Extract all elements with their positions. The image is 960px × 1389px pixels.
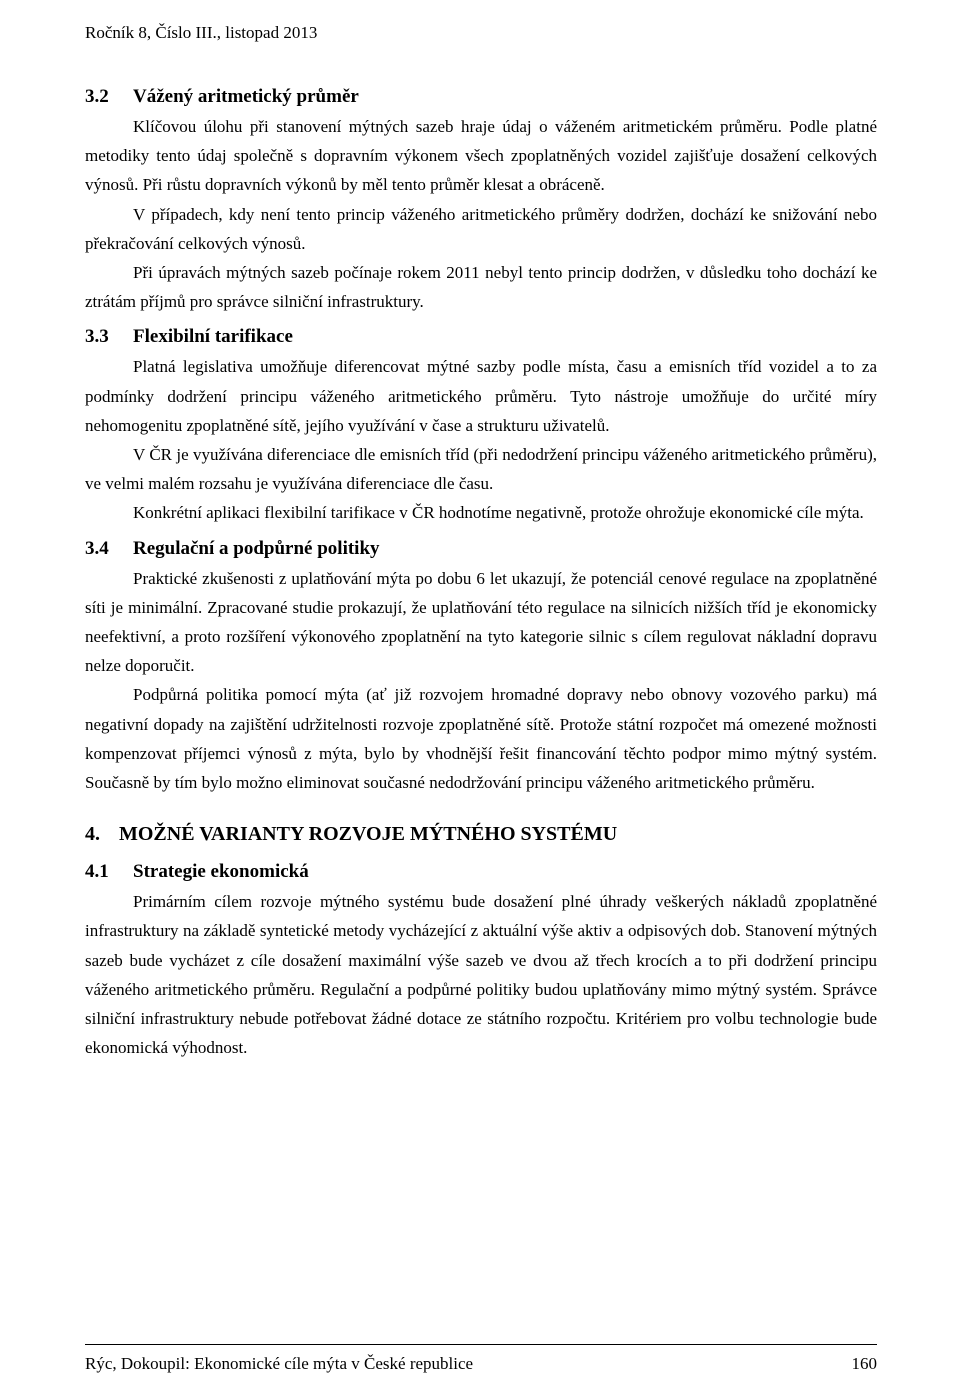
paragraph: V případech, kdy není tento princip váženého aritmetického průměry dodržen, dochází ke snižování nebo překračování celkových výnosů. (85, 204, 877, 253)
section-heading-3-3 (85, 322, 877, 352)
chapter-title: MOŽNÉ VARIANTY ROZVOJE MÝTNÉHO SYSTÉMU (119, 823, 618, 846)
paragraph: Praktické zkušenosti z uplatňování mýta po dobu 6 let ukazují, že potenciál cenové regulace na zpoplatněné síti je minimální. Zpracované studie prokazují, že uplatňování této regulace na silnicích nižších tříd je ekonomicky neefektivní, a proto rozšíření výkonového zpoplatnění na tyto kategorie silnic s cílem regulovat nákladní dopravu nelze doporučit. (85, 568, 877, 676)
section-title: Flexibilní tarifikace (133, 326, 293, 348)
section-number: 3.2 (85, 86, 109, 107)
section-heading-4-1 (85, 857, 877, 887)
footer-citation: Rýc, Dokoupil: Ekonomické cíle mýta v České republice (85, 1354, 474, 1373)
section-title: Vážený aritmetický průměr (133, 86, 359, 107)
page-number: 160 (851, 1354, 877, 1373)
chapter-number: 4. (85, 823, 100, 846)
section-number: 4.1 (85, 861, 109, 883)
paragraph: Platná legislativa umožňuje diferencovat mýtné sazby podle místa, času a emisních tříd vozidel a to za podmínky dodržení principu váženého aritmetického průměru. Tyto nástroje umožňuje do určité míry nehomogenitu zpoplatněné sítě, jejího využívání v čase a strukturu uživatelů. (85, 357, 877, 435)
section-number: 3.3 (85, 326, 109, 348)
document-page (85, 20, 877, 1370)
paragraph: Při úpravách mýtných sazeb počínaje rokem 2011 nebyl tento princip dodržen, v důsledku toho dochází ke ztrátám příjmů pro správce silniční infrastruktury. (85, 263, 877, 312)
section-number: 3.4 (85, 537, 109, 559)
section-heading-3-2 (85, 82, 877, 112)
section-heading-3-4 (85, 534, 877, 564)
running-header: Ročník 8, Číslo III., listopad 2013 (85, 23, 318, 42)
section-title: Regulační a podpůrné politiky (133, 537, 380, 559)
paragraph: Klíčovou úlohu při stanovení mýtných sazeb hraje údaj o váženém aritmetickém průměru. Podle platné metodiky tento údaj společně s dopravním výkonem všech zpoplatněných vozidel zajišťuje dosažení celkových výnosů. Při růstu dopravních výkonů by měl tento průměr klesat a obráceně. (85, 117, 877, 195)
chapter-heading-4 (85, 819, 877, 849)
paragraph: Primárním cílem rozvoje mýtného systému bude dosažení plné úhrady veškerých nákladů zpoplatněné infrastruktury na základě syntetické metody vycházející z aktuální výše aktiv a odpisových dob. Stanovení mýtných sazeb bude vycházet z cíle dosažení maximální výše sazeb ve dvou až třech krocích a to při dodržení principu váženého aritmetického průměru. Regulační a podpůrné politiky budou uplatňovány mimo mýtný systém. Správce silniční infrastruktury nebude potřebovat žádné dotace ze státního rozpočtu. Kritériem pro volbu technologie bude ekonomická výhodnost. (85, 892, 877, 1058)
paragraph: Konkrétní aplikaci flexibilní tarifikace v ČR hodnotíme negativně, protože ohrožuje ekonomické cíle mýta. (133, 503, 864, 523)
page-footer (85, 1344, 877, 1377)
section-title: Strategie ekonomická (133, 861, 309, 883)
paragraph: V ČR je využívána diferenciace dle emisních tříd (při nedodržení principu váženého aritmetického průměru), ve velmi malém rozsahu je využívána diferenciace dle času. (85, 445, 877, 494)
paragraph: Podpůrná politika pomocí mýta (ať již rozvojem hromadné dopravy nebo obnovy vozového parku) má negativní dopady na zajištění udržitelnosti rozvoje zpoplatněné sítě. Protože státní rozpočet má omezené možnosti kompenzovat příjemci výnosů z mýta, bylo by vhodnější řešit financování těchto podpor mimo mýtný systém. Současně by tím bylo možno eliminovat současné nedodržování principu váženého aritmetického průměru. (85, 685, 877, 793)
